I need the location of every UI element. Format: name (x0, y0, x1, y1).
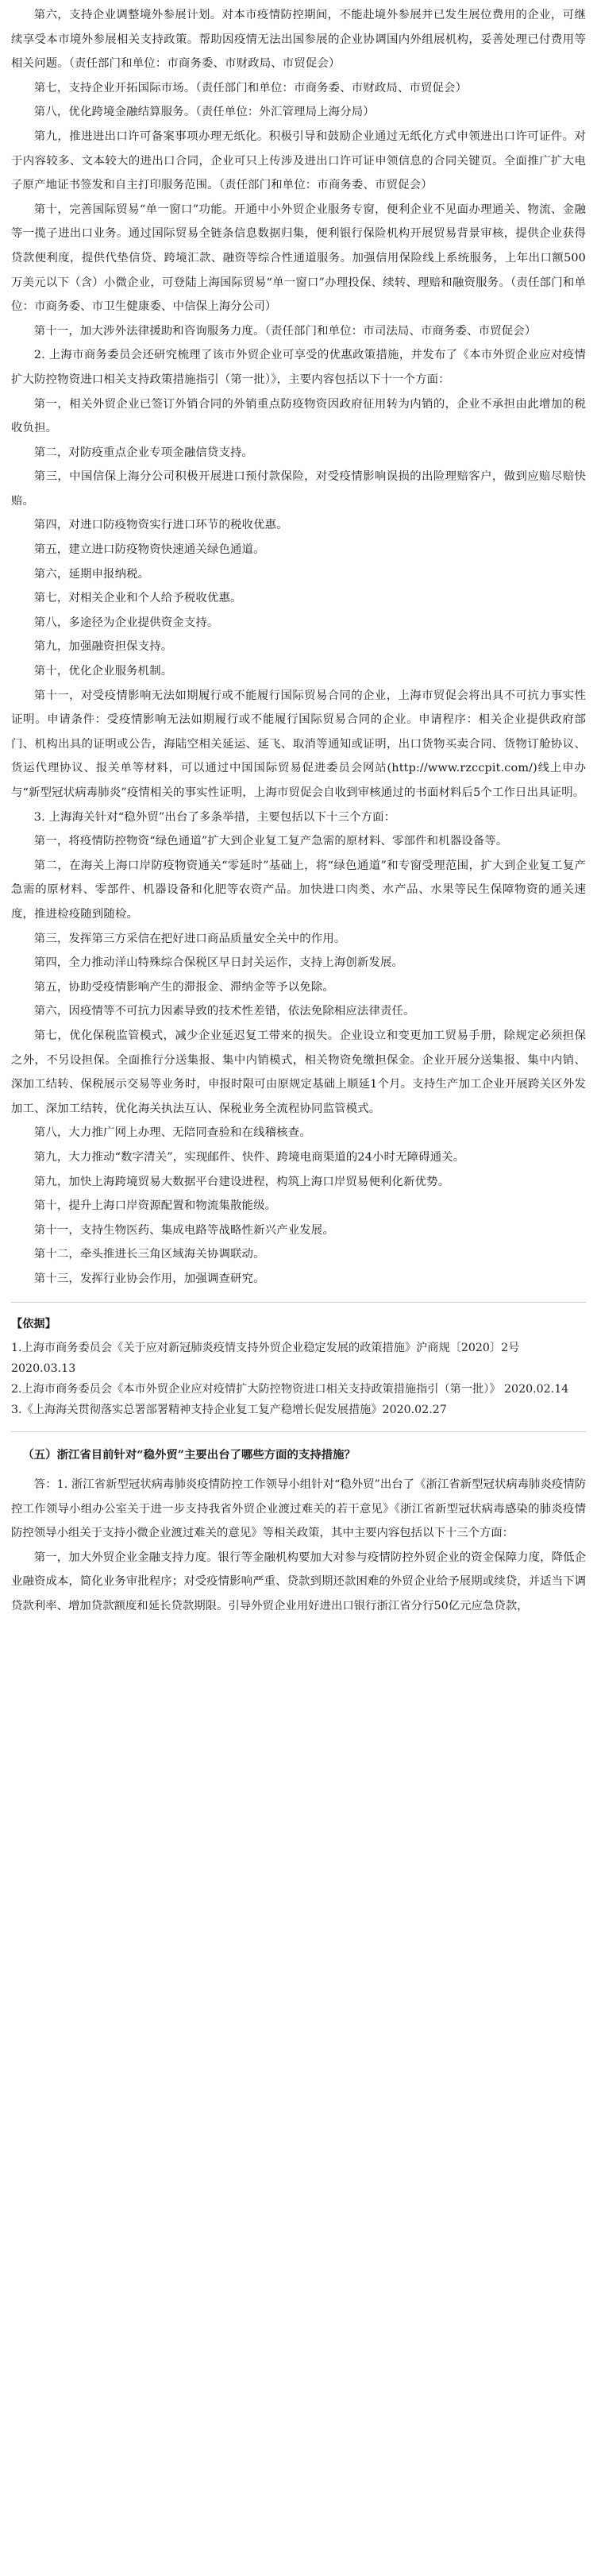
paragraph: 第十三，发挥行业协会作用，加强调查研究。 (33, 1272, 265, 1285)
paragraph: 第三，发挥第三方采信在把好进口商品质量安全关中的作用。 (33, 932, 346, 945)
paragraph: 第九，大力推动“数字清关”，实现邮件、快件、跨境电商渠道的24小时无障碍通关。 (33, 1150, 465, 1164)
paragraph: 第五，协助受疫情影响产生的滞报金、滞纳金等予以免除。 (33, 980, 334, 994)
basis-item: 2.上海市商务委员会《本市外贸企业应对疫情扩大防控物资进口相关支持政策措施指引（第一批）》 2020.02.14 (11, 1383, 569, 1396)
paragraph: 第六，支持企业调整境外参展计划。对本市疫情防控期间，不能赴境外参展并已发生展位费用的企业，可继续享受本市境外参展相关支持政策。帮助因疫情无法出国参展的企业协调国内外组展机构，妥善处理已付费用等相关问题。（责任部门和单位：市商务委、市财政局、市贸促会） (11, 9, 586, 71)
paragraph: 第十二，牵头推进长三角区域海关协调联动。 (33, 1248, 265, 1261)
paragraph: 第一，相关外贸企业已签订外销合同的外销重点防疫物资因政府征用转为内销的，企业不承担由此增加的税收负担。 (11, 397, 586, 435)
paragraph: 第十，提升上海口岸资源配置和物流集散能级。 (33, 1199, 277, 1213)
paragraph: 第二，对防疫重点企业专项金融信贷支持。 (33, 446, 254, 459)
basis-title: 【依据】 (11, 1318, 56, 1331)
article-body (11, 3, 586, 1291)
paragraph: 第十一，支持生物医药、集成电路等战略性新兴产业发展。 (33, 1223, 334, 1237)
paragraph: 第二，在海关上海口岸防疫物资通关“零延时”基础上，将“绿色通道”和专窗受理范围，扩大到企业复工复产急需的原材料、零部件、机器设备和化肥等农资产品。加快进口肉类、水产品、水果等民生保障物资的通关速度，推进检疫随到随检。 (11, 859, 586, 921)
paragraph: 第一，加大外贸企业金融支持力度。银行等金融机构要加大对参与疫情防控外贸企业的资金保障力度，降低企业融资成本，简化业务审批程序；对受疫情影响严重、贷款到期还款困难的外贸企业给予展期或续贷，并适当下调贷款利率、增加贷款额度和延长贷款期限。引导外贸企业用好进出口银行浙江省分行50亿元应急贷款， (11, 1551, 586, 1613)
paragraph: 第八，优化跨境金融结算服务。（责任单位：外汇管理局上海分局） (33, 106, 375, 119)
paragraph: 答：1. 浙江省新型冠状病毒肺炎疫情防控工作领导小组针对“稳外贸”出台了《浙江省新型冠状病毒肺炎疫情防控工作领导小组办公室关于进一步支持我省外贸企业渡过难关的若干意见》《浙江省新型冠状病毒感染的肺炎疫情防控领导小组关于支持小微企业渡过难关的意见》等相关政策，其中主要内容包括以下十三个方面： (11, 1478, 586, 1540)
basis-section (11, 1314, 586, 1420)
basis-item: 3.《上海海关贯彻落实总署部署精神支持企业复工复产稳增长促发展措施》2020.02.27 (11, 1404, 447, 1417)
paragraph: 第六，因疫情等不可抗力因素导致的技术性差错，依法免除相应法律责任。 (33, 1005, 415, 1018)
paragraph: 第四，全力推动洋山特殊综合保税区早日封关运作，支持上海创新发展。 (33, 956, 404, 970)
paragraph: 第四，对进口防疫物资实行进口环节的税收优惠。 (33, 519, 288, 532)
paragraph: 第十，完善国际贸易“单一窗口”功能。开通中小外贸企业服务专窗，便利企业不见面办理通关、物流、金融等一揽子进出口业务。通过国际贸易全链条信息数据归集，便利银行保险机构开展贸易背景审核，提供企业获得贷款便利度，提供代垫信贷、跨境汇款、融资等综合性通道服务。加强信用保险线上系统服务，上年出口额500万美元以下（含）小微企业，可登陆上海国际贸易“单一窗口”办理投保、续转、理赔和融资服务。（责任部门和单位：市商务委、市卫生健康委、中信保上海分公司） (11, 203, 586, 314)
paragraph: 第七，优化保税监管模式，减少企业延迟复工带来的损失。企业设立和变更加工贸易手册，除规定必须担保之外，不另设担保。全面推行分送集报、集中内销模式，相关物资免缴担保金。企业开展分送集报、集中内销、深加工结转、保税展示交易等业务时，申报时限可由原规定基础上顺延1个月。支持生产加工企业开展跨关区外发加工、深加工结转，优化海关执法互认、保税业务全流程协同监管模式。 (11, 1029, 586, 1115)
paragraph: 第五，建立进口防疫物资快速通关绿色通道。 (33, 543, 265, 557)
paragraph: 第九，加强融资担保支持。 (33, 640, 173, 654)
paragraph: 第三，中国信保上海分公司积极开展进口预付款保险，对受疫情影响误损的出险理赔客户，做到应赔尽赔快赔。 (11, 470, 586, 508)
paragraph: 第七，支持企业开拓国际市场。（责任部门和单位：市商务委、市财政局、市贸促会） (33, 81, 468, 95)
section-divider (11, 1431, 586, 1432)
paragraph: 第十，优化企业服务机制。 (33, 665, 173, 678)
paragraph: 第十一，加大涉外法律援助和咨询服务力度。（责任部门和单位：市司法局、市商务委、市贸促会） (33, 324, 537, 338)
paragraph: 第十一，对受疫情影响无法如期履行或不能履行国际贸易合同的企业，上海市贸促会将出具不可抗力事实性证明。申请条件：受疫情影响无法如期履行或不能履行国际贸易合同的企业。申请程序：相关企业提供政府部门、机构出具的证明或公告，海陆空相关延运、延飞、取消等通知或证明，出口货物买卖合同、货物订舱协议、货运代理协议、报关单等材料，可以通过中国国际贸易促进委员会网站(http://www.rzccpit.com/)线上申办与“新型冠状病毒肺炎”疫情相关的事实性证明，上海市贸促会自收到审核通过的书面材料后5个工作日出具证明。 (11, 689, 586, 799)
paragraph: 2. 上海市商务委员会还研究梳理了该市外贸企业可享受的优惠政策措施，并发布了《本市外贸企业应对疫情扩大防控物资进口相关支持政策措施指引（第一批）》，主要内容包括以下十一个方面： (11, 349, 586, 386)
paragraph: 第八，多途径为企业提供资金支持。 (33, 616, 219, 629)
paragraph: 3. 上海海关针对“稳外贸”出台了多条举措，主要包括以下十三个方面： (33, 810, 396, 824)
paragraph: 第八，大力推广网上办理、无陪同查验和在线稽核查。 (33, 1126, 311, 1140)
paragraph: 第九，加快上海跨境贸易大数据平台建设进程，构筑上海口岸贸易便利化新优势。 (33, 1175, 450, 1188)
paragraph: 第七，对相关企业和个人给予税收优惠。 (33, 592, 242, 605)
paragraph: 第一，将疫情防控物资“绿色通道”扩大到企业复工复产急需的原材料、零部件和机器设备等。 (33, 835, 508, 848)
zhejiang-section (11, 1443, 586, 1618)
section-divider (11, 1302, 586, 1303)
basis-item: 1.上海市商务委员会《关于应对新冠肺炎疫情支持外贸企业稳定发展的政策措施》沪商规〔2020〕2号 2020.03.13 (11, 1342, 520, 1376)
paragraph: 第九，推进进出口许可备案事项办理无纸化。积极引导和鼓励企业通过无纸化方式申领进出口许可证件。对于内容较多、文本较大的进出口合同，企业可只上传涉及进出口许可证申领信息的合同关键页。全面推广扩大电子原产地证书签发和自主打印服务范围。（责任部门和单位：市商务委、市贸促会） (11, 129, 586, 192)
question-heading: （五）浙江省目前针对“稳外贸”主要出台了哪些方面的支持措施？ (22, 1448, 356, 1462)
paragraph: 第六，延期申报纳税。 (33, 567, 150, 581)
